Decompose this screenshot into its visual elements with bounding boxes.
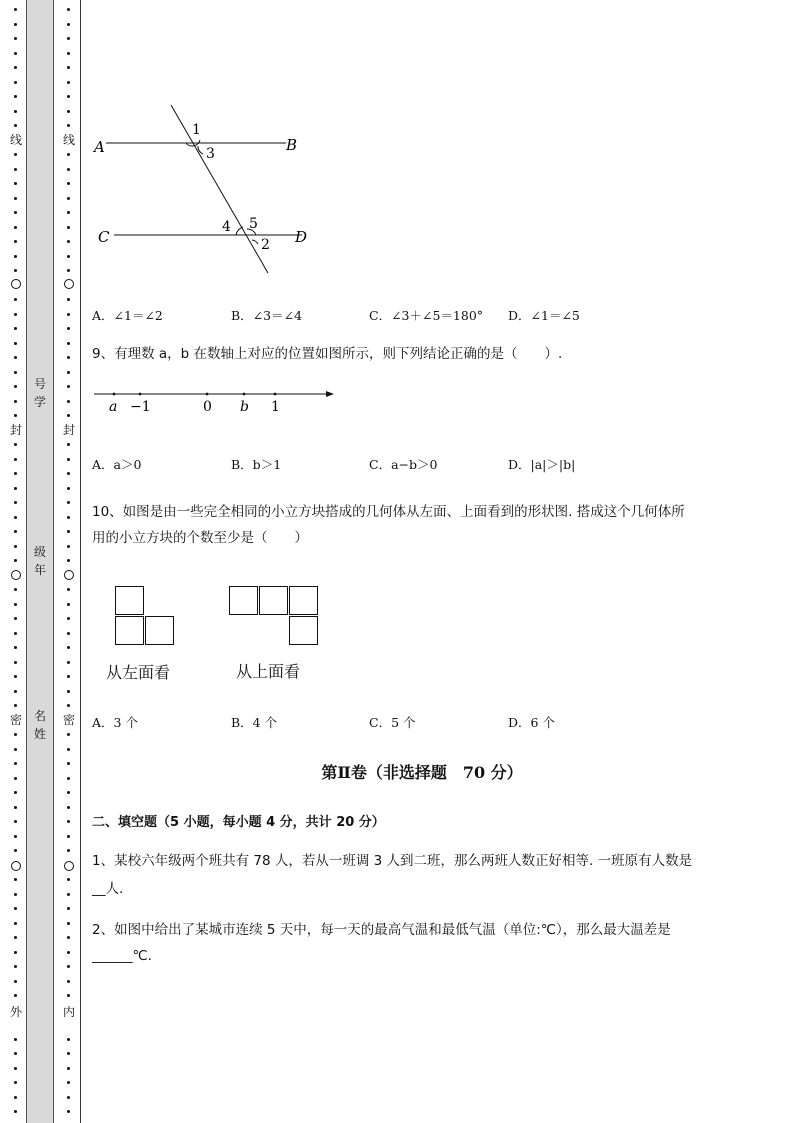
binding-label: 密 bbox=[9, 713, 22, 727]
q9-number-line bbox=[92, 382, 342, 416]
q9-option-c: C．a−b＞0 bbox=[369, 457, 438, 472]
binding-label: 封 bbox=[9, 423, 22, 437]
label-B: B bbox=[286, 136, 298, 154]
part2-title: 第Ⅱ卷（非选择题 70 分） bbox=[321, 763, 523, 782]
margin-rule bbox=[80, 0, 81, 1123]
binding-label: 外 bbox=[9, 1005, 22, 1019]
binding-circle-icon bbox=[64, 861, 74, 871]
label-A: A bbox=[94, 138, 105, 156]
binding-circle-icon bbox=[64, 279, 74, 289]
binding-circle-icon bbox=[64, 570, 74, 580]
student-info-band bbox=[26, 0, 54, 1123]
top-view-caption: 从上面看 bbox=[236, 662, 301, 681]
outer-dotted-line bbox=[11, 0, 21, 1123]
binding-label: 线 bbox=[62, 133, 75, 147]
name-field: 名 姓 bbox=[33, 709, 46, 741]
angle-1-label: 1 bbox=[192, 122, 201, 138]
label-C: C bbox=[98, 228, 110, 246]
binding-label: 内 bbox=[62, 1005, 75, 1019]
inner-dotted-line bbox=[64, 0, 74, 1123]
binding-margin bbox=[0, 0, 86, 1123]
angle-2-label: 2 bbox=[261, 237, 270, 253]
label-D: D bbox=[295, 228, 308, 246]
fill-in-section-heading: 二、填空题（5 小题，每小题 4 分，共计 20 分） bbox=[92, 815, 385, 830]
q8-parallel-lines-figure bbox=[92, 100, 342, 280]
q10-option-a: A．3 个 bbox=[92, 715, 138, 730]
fill2-line2: ______℃. bbox=[92, 948, 152, 964]
axis-label-minus-one: −1 bbox=[130, 399, 151, 415]
fill1-line2: __人. bbox=[92, 881, 124, 897]
binding-circle-icon bbox=[11, 861, 21, 871]
class-field: 级 年 bbox=[33, 545, 46, 577]
binding-circle-icon bbox=[11, 279, 21, 289]
binding-label: 封 bbox=[62, 423, 75, 437]
q10-option-c: C．5 个 bbox=[369, 715, 416, 730]
q8-option-c: C．∠3＋∠5＝180° bbox=[369, 308, 484, 323]
binding-label: 线 bbox=[9, 133, 22, 147]
axis-label-zero: 0 bbox=[203, 399, 212, 415]
angle-5-label: 5 bbox=[249, 216, 258, 232]
q9-option-b: B．b＞1 bbox=[231, 457, 282, 472]
left-view-caption: 从左面看 bbox=[106, 663, 171, 682]
q10-option-b: B．4 个 bbox=[231, 715, 278, 730]
angle-3-label: 3 bbox=[206, 146, 215, 162]
q8-option-d: D．∠1＝∠5 bbox=[508, 308, 580, 323]
q10-option-d: D．6 个 bbox=[508, 715, 555, 730]
q8-option-a: A．∠1＝∠2 bbox=[92, 308, 163, 323]
binding-circle-icon bbox=[11, 570, 21, 580]
binding-label: 密 bbox=[62, 713, 75, 727]
q9-text: 9、有理数 a，b 在数轴上对应的位置如图所示，则下列结论正确的是（ ）. bbox=[92, 346, 563, 362]
angle-4-label: 4 bbox=[222, 219, 231, 235]
axis-label-a: a bbox=[109, 399, 118, 415]
fill1-line1: 1、某校六年级两个班共有 78 人，若从一班调 3 人到二班，那么两班人数正好相等. 一班原有人数是 bbox=[92, 853, 693, 869]
fill2-line1: 2、如图中给出了某城市连续 5 天中，每一天的最高气温和最低气温（单位:℃），那么最大温差是 bbox=[92, 922, 671, 938]
axis-label-one: 1 bbox=[271, 399, 280, 415]
q9-option-d: D．|a|＞|b| bbox=[508, 457, 576, 472]
q10-text-line2: 用的小立方块的个数至少是（ ） bbox=[92, 530, 308, 546]
student-id-field: 号 学 bbox=[33, 377, 46, 409]
q8-option-b: B．∠3＝∠4 bbox=[231, 308, 303, 323]
q10-text-line1: 10、如图是由一些完全相同的小立方块搭成的几何体从左面、上面看到的形状图. 搭成这个几何体所 bbox=[92, 504, 685, 520]
axis-label-b: b bbox=[240, 399, 249, 415]
q9-option-a: A．a＞0 bbox=[92, 457, 142, 472]
